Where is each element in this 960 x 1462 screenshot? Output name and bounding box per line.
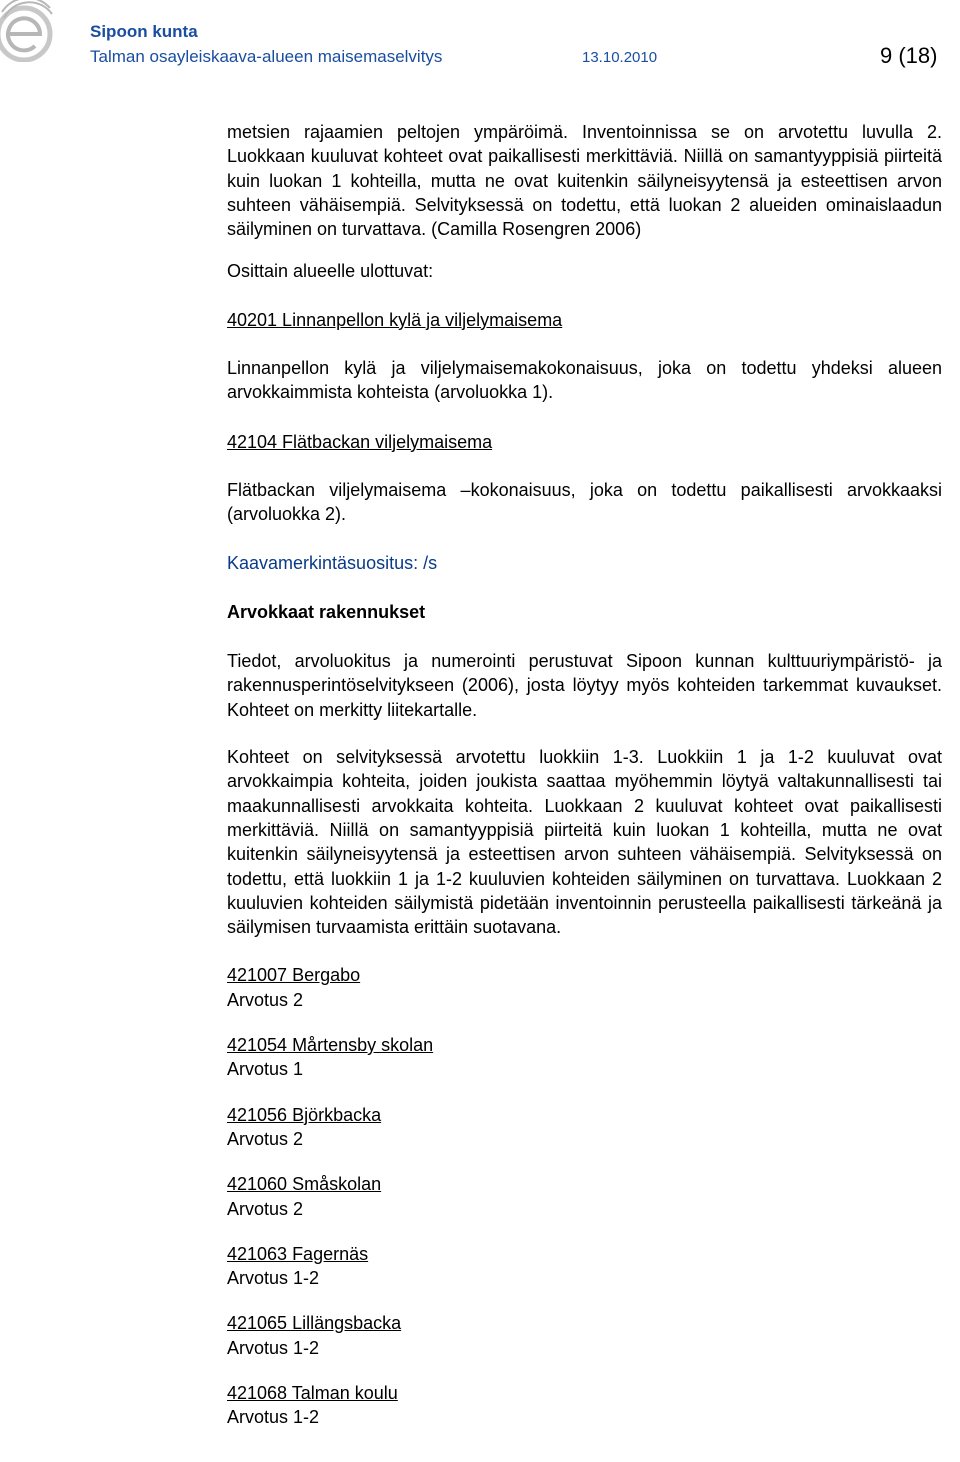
- building-name: 421054 Mårtensby skolan: [227, 1035, 434, 1056]
- building-name: 421068 Talman koulu: [227, 1382, 398, 1403]
- building-name: 421060 Småskolan: [227, 1174, 382, 1195]
- section-heading: Arvokkaat rakennukset: [227, 601, 426, 622]
- document-body: [227, 120, 942, 1430]
- buildings-paragraph-1: Tiedot, arvoluokitus ja numerointi perustuvat Sipoon kunnan kulttuuriympäristö- ja rakennusperintöselvitykseen (2006), josta löytyy myös kohteiden tarkemmat kuvaukset. Kohteet on merkitty liitekartalle.: [227, 651, 942, 720]
- zoning-recommendation: Kaavamerkintäsuositus: /s: [227, 552, 438, 573]
- document-title: Talman osayleiskaava-alueen maisemaselvitys: [90, 47, 443, 66]
- building-name: 421056 Björkbacka: [227, 1104, 382, 1125]
- list-item: [227, 963, 942, 1012]
- building-rating: Arvotus 2: [227, 989, 304, 1010]
- building-name: 421007 Bergabo: [227, 965, 361, 986]
- area-title-40201: 40201 Linnanpellon kylä ja viljelymaisema: [227, 309, 563, 330]
- area-description-42104: Flätbackan viljelymaisema –kokonaisuus, joka on todettu paikallisesti arvokkaaksi (arvoluokka 2).: [227, 479, 942, 525]
- list-item: [227, 1311, 942, 1360]
- page-number: 9 (18): [880, 43, 938, 68]
- building-rating: Arvotus 1-2: [227, 1337, 320, 1358]
- partial-areas-label: Osittain alueelle ulottuvat:: [227, 261, 434, 282]
- area-description-40201: Linnanpellon kylä ja viljelymaisemakokonaisuus, joka on todettu yhdeksi alueen arvokkaimmista kohteista (arvoluokka 1).: [227, 358, 942, 403]
- list-item: [227, 1242, 942, 1291]
- document-date: 13.10.2010: [582, 49, 658, 66]
- building-rating: Arvotus 1-2: [227, 1407, 320, 1428]
- list-item: [227, 1381, 942, 1430]
- building-rating: Arvotus 2: [227, 1198, 304, 1219]
- building-rating: Arvotus 1: [227, 1059, 304, 1080]
- list-item: [227, 1033, 942, 1082]
- buildings-paragraph-2: Kohteet on selvityksessä arvotettu luokkiin 1-3. Luokkiin 1 ja 1-2 kuuluvat ovat arvokkaimpia kohteita, joiden joukista saattaa myöhemmin löytyä valtakunnallisesti tai maakunnallisesti arvokkaita kohteita. Luokkaan 2 kuuluvat kohteet ovat paikallisesti merkittäviä. Niillä on samantyyppisiä piirteitä kuin luokan 1 kohteilla, mutta ne ovat kuitenkin säilyneisyytensä ja esteettisen arvon suhteen vähäisempiä. Selvityksessä on todettu, että luokkiin 1 ja 1-2 kuuluvien kohteiden säilyminen on turvattava. Luokkaan 2 kuuluvien kohteiden säilymistä pidetään inventoinnin perusteella paikallisesti tärkeänä ja säilymisen turvaamista erittäin suotavana.: [227, 747, 942, 938]
- organization-name: Sipoon kunta: [90, 22, 198, 41]
- building-name: 421065 Lillängsbacka: [227, 1313, 402, 1334]
- list-item: [227, 1172, 942, 1221]
- building-list: [227, 963, 942, 1429]
- building-name: 421063 Fagernäs: [227, 1243, 369, 1264]
- building-rating: Arvotus 2: [227, 1128, 304, 1149]
- sipoo-logo-icon: [0, 0, 60, 62]
- area-title-42104: 42104 Flätbackan viljelymaisema: [227, 431, 493, 452]
- building-rating: Arvotus 1-2: [227, 1268, 320, 1289]
- list-item: [227, 1103, 942, 1152]
- intro-paragraph: metsien rajaamien peltojen ympäröimä. Inventoinnissa se on arvotettu luvulla 2. Luokkaan kuuluvat kohteet ovat paikallisesti merkittäviä. Niillä on samantyyppisiä piirteitä kuin luokan 1 kohteilla, mutta ne ovat kuitenkin säilyneisyytensä ja esteettisen arvon suhteen vähäisempiä. Selvityksessä on todettu, että luokan 2 alueiden ominaislaadun säilyminen on turvattava. (Camilla Rosengren 2006): [227, 122, 942, 240]
